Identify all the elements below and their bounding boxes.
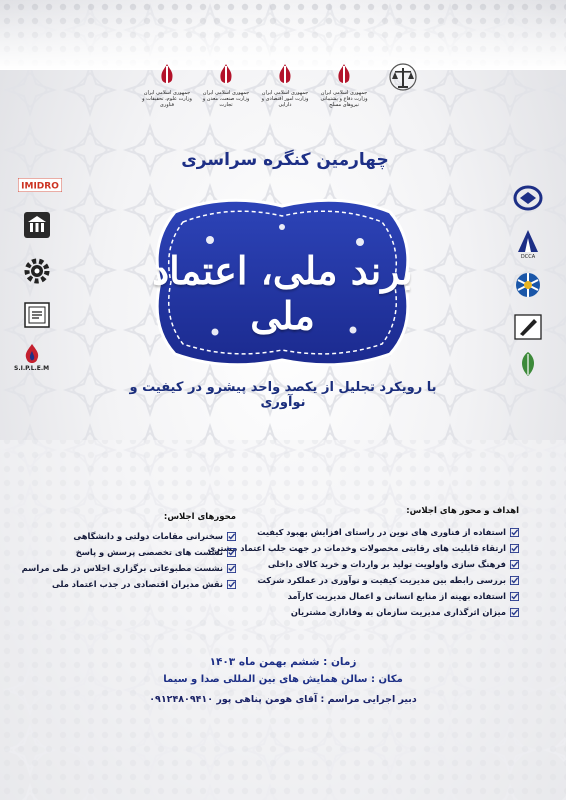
goal-text: استفاده بهینه از منابع انسانی و اعمال مدیریت کارآمد: [287, 591, 506, 601]
goal-text: فرهنگ سازی واولویت تولید بر واردات و خرید کالای داخلی: [267, 559, 506, 569]
sessions-list: [21, 528, 236, 592]
sponsor-caption: جمهوری اسلامی ایران وزارت علوم، تحقیقات و فناوری: [142, 90, 192, 108]
list-item: [239, 572, 519, 588]
flame-icon: [18, 343, 46, 365]
logo-ring: [512, 183, 544, 213]
scales-of-justice-icon: [388, 62, 418, 96]
logo-university: [22, 300, 52, 330]
logo-dcca: [514, 228, 542, 260]
sponsor-judiciary: [376, 62, 430, 96]
logo-leaf: [512, 348, 544, 380]
sessions-heading: محورهای اجلاس:: [163, 512, 236, 522]
sponsor-ministry-economy: [258, 62, 312, 108]
gear-icon: [22, 256, 52, 286]
list-item: [36, 544, 236, 560]
sponsor-ministry-defense: [317, 62, 371, 108]
sponsor-ministry-science: [140, 62, 194, 108]
imidro-logo: [18, 178, 62, 192]
list-item: [239, 588, 519, 604]
list-item: [36, 576, 236, 592]
goal-text: بررسی رابطه بین مدیریت کیفیت و نوآوری در عملکرد شرکت: [257, 575, 506, 585]
iran-emblem-icon: [272, 62, 298, 88]
sponsor-logos: [140, 62, 430, 132]
dcca-caption: DCCA: [520, 254, 536, 260]
main-title: برند ملی، اعتماد ملی: [152, 248, 413, 338]
checkbox-icon: [510, 608, 519, 617]
checkbox-icon: [227, 564, 236, 573]
tower-icon: [514, 228, 542, 254]
pen-icon: [514, 314, 542, 340]
sponsor-ministry-industry: [199, 62, 253, 108]
goal-text: میزان اثرگذاری مدیریت سازمان به وفاداری مشتریان: [290, 607, 506, 617]
session-text: نشست مطبوعاتی برگزاری اجلاس در طی مراسم: [21, 563, 223, 573]
sponsor-caption: جمهوری اسلامی ایران وزارت امور اقتصادی و دارایی: [261, 90, 309, 108]
ring-logo-icon: [512, 183, 544, 213]
iran-emblem-icon: [331, 62, 357, 88]
list-item: [239, 524, 519, 540]
network-icon: [512, 270, 544, 300]
checkbox-icon: [510, 544, 519, 553]
checkbox-icon: [510, 592, 519, 601]
session-text: نقش مدیران اقتصادی در جذب اعتماد ملی: [52, 579, 223, 589]
logo-imidro: [18, 178, 62, 192]
sponsor-caption: جمهوری اسلامی ایران وزارت صنعت، معدن و تجارت: [202, 90, 250, 108]
logo-network: [512, 270, 544, 300]
congress-kicker: چهارمین کنگره سراسری: [181, 150, 389, 170]
session-text: نشست های تخصصی پرسش و پاسخ: [75, 547, 223, 557]
checkbox-icon: [510, 560, 519, 569]
goal-text: ارتقاء قابلیت های رقابتی محصولات وخدمات در جهت جلب اعتماد مشتری: [207, 543, 506, 553]
iran-emblem-icon: [154, 62, 180, 88]
logo-pen: [514, 314, 542, 340]
checkbox-icon: [510, 528, 519, 537]
university-seal-icon: [22, 300, 52, 330]
checkbox-icon: [510, 576, 519, 585]
iran-emblem-icon: [213, 62, 239, 88]
checkbox-icon: [227, 580, 236, 589]
event-secretary: دبیر اجرایی مراسم : آقای هومن پناهی پور ۰۹۱۲۴۸۰۹۴۱۰: [149, 694, 417, 705]
logo-siplem: [14, 343, 49, 372]
checkbox-icon: [227, 532, 236, 541]
logo-bank: [22, 210, 52, 240]
goals-heading: اهداف و محور های اجلاس:: [406, 506, 519, 516]
list-item: [21, 560, 236, 576]
list-item: [239, 604, 519, 620]
imidro-text: IMIDRO: [21, 181, 59, 192]
siplem-caption: S.I.P.L.E.M: [14, 365, 50, 372]
event-time: زمان : ششم بهمن ماه ۱۴۰۳: [209, 656, 357, 668]
sponsor-caption: جمهوری اسلامی ایران وزارت دفاع و پشتیبانی نیروهای مسلح: [320, 90, 368, 108]
list-item: [36, 528, 236, 544]
checkbox-icon: [227, 548, 236, 557]
list-item: [239, 556, 519, 572]
leaf-icon: [512, 348, 544, 380]
event-place: مکان : سالن همایش های بین المللی صدا و سیما: [163, 674, 403, 685]
goal-text: استفاده از فناوری های نوین در راستای افزایش بهبود کیفیت: [257, 527, 506, 537]
session-text: سخنرانی مقامات دولتی و دانشگاهی: [73, 531, 223, 541]
logo-gear: [22, 256, 52, 286]
list-item: [207, 540, 519, 556]
subtitle: با رویکرد تجلیل از یکصد واحد پیشرو در کیفیت و نوآوری: [129, 380, 437, 410]
bank-building-icon: [22, 210, 52, 240]
goals-list: [207, 524, 519, 620]
